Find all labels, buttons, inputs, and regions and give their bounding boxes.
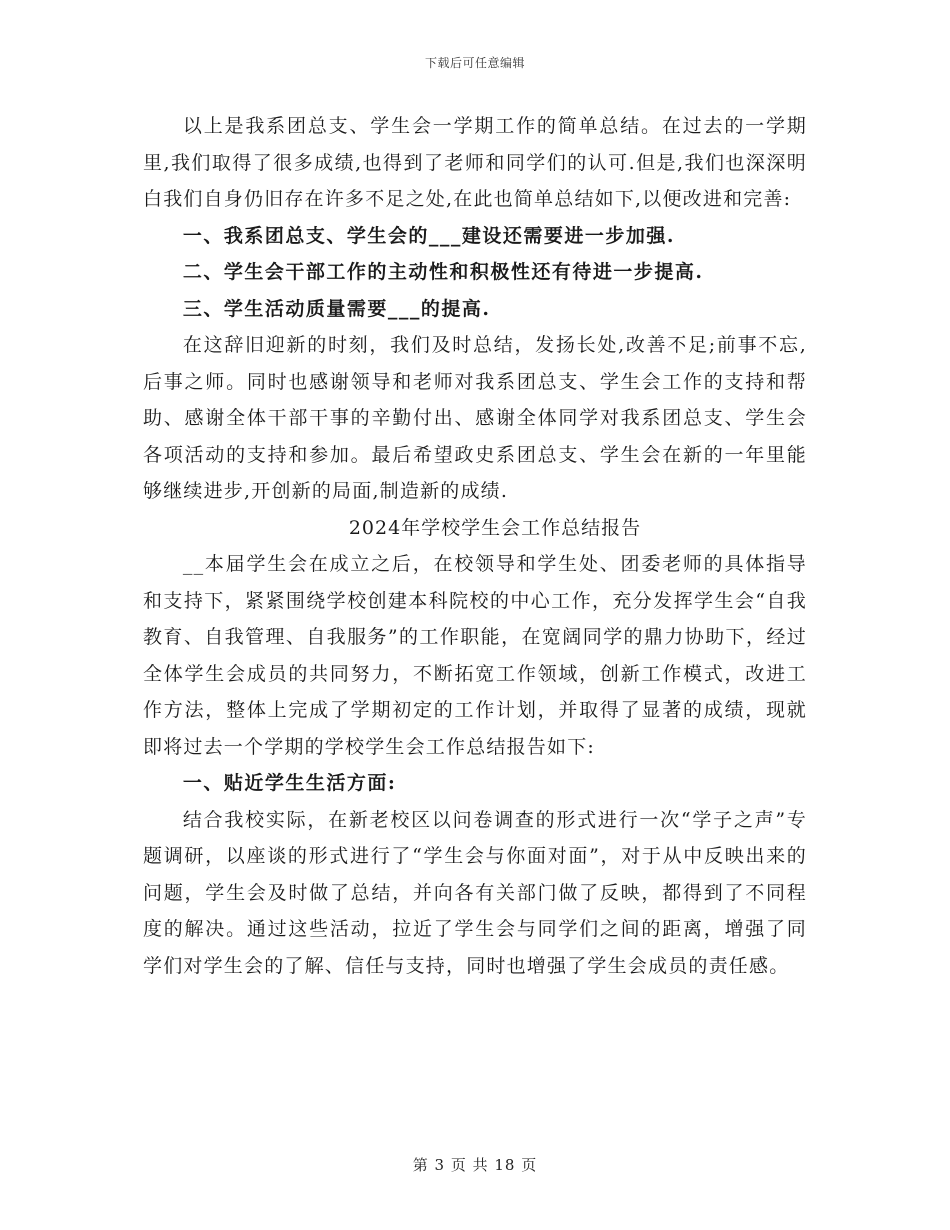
section-1-paragraph: 结合我校实际，在新老校区以问卷调查的形式进行一次“学子之声”专题调研，以座谈的形式进行了“学生会与你面对面”，对于从中反映出来的问题，学生会及时做了总结，并向各有关部门做了反映，都得到了不同程度的解决。通过这些活动，拉近了学生会与同学们之间的距离，增强了同学们对学生会的了解、信任与支持，同时也增强了学生会成员的责任感。 [143, 808, 807, 977]
closing-paragraph: 在这辞旧迎新的时刻，我们及时总结，发扬长处,改善不足;前事不忘,后事之师。同时也感谢领导和老师对我系团总支、学生会工作的支持和帮助、感谢全体干部干事的辛勤付出、感谢全体同学对我系团总支、学生会各项活动的支持和参加。最后希望政史系团总支、学生会在新的一年里能够继续进步,开创新的局面,制造新的成绩. [143, 334, 807, 502]
report-intro-paragraph: __本届学生会在成立之后，在校领导和学生处、团委老师的具体指导和支持下，紧紧围绕学校创建本科院校的中心工作，充分发挥学生会“自我教育、自我管理、自我服务”的工作职能，在宽阔同学的鼎力协助下，经过全体学生会成员的共同努力，不断拓宽工作领域，创新工作模式，改进工作方法，整体上完成了学期初定的工作计划，并取得了显著的成绩，现就即将过去一个学期的学校学生会工作总结报告如下: [143, 553, 807, 758]
section-heading-1: 一、贴近学生生活方面: [182, 772, 397, 794]
shortcoming-item-1: 一、我系团总支、学生会的___建设还需要进一步加强. [182, 224, 676, 247]
shortcoming-item-3: 三、学生活动质量需要___的提高. [182, 297, 491, 320]
page-header-note: 下载后可任意编辑 [424, 56, 525, 70]
document-body [143, 108, 807, 984]
shortcoming-item-2: 二、学生会干部工作的主动性和积极性还有待进一步提高. [182, 261, 704, 283]
report-title: 2024年学校学生会工作总结报告 [348, 516, 642, 539]
summary-paragraph: 以上是我系团总支、学生会一学期工作的简单总结。在过去的一学期里,我们取得了很多成绩,也得到了老师和同学们的认可.但是,我们也深深明白我们自身仍旧存在许多不足之处,在此也简单总结如下,以便改进和完善: [143, 115, 807, 210]
page-number-footer: 第 3 页 共 18 页 [412, 1156, 538, 1174]
